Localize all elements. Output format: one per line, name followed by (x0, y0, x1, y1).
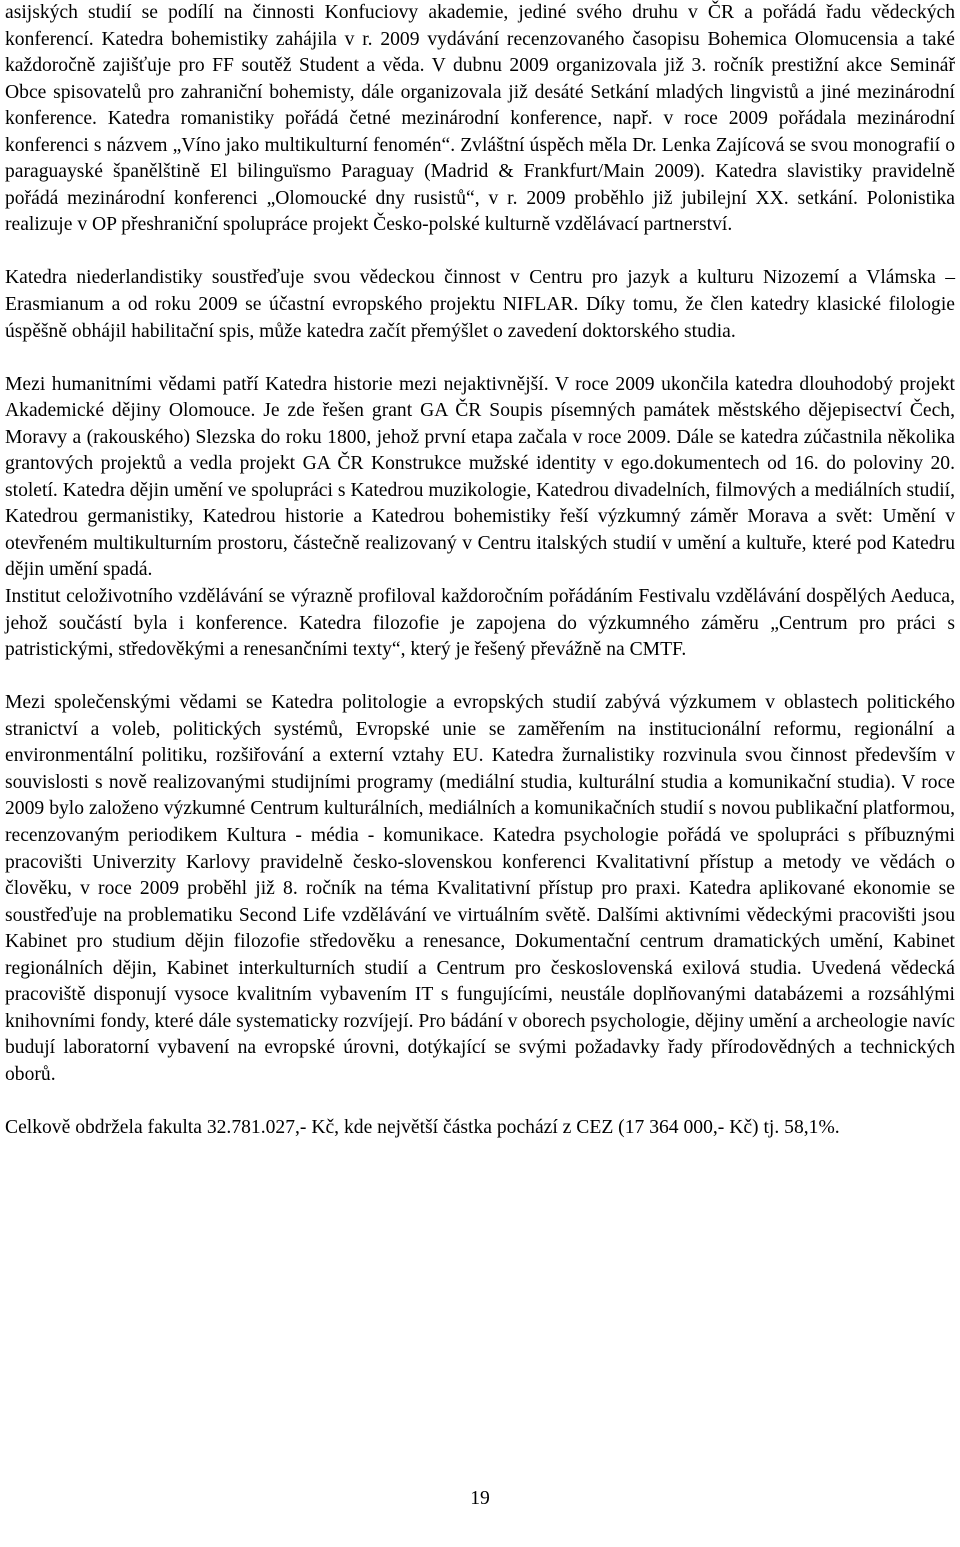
paragraph-spacer (5, 345, 955, 372)
paragraph-spacer (5, 239, 955, 266)
paragraph-history-art-history: Mezi humanitními vědami patří Katedra historie mezi nejaktivnější. V roce 2009 ukončila katedra dlouhodobý projekt Akademické dějiny Olomouce. Je zde řešen grant GA ČR Soupis písemných památek městského dějepisectví Čech, Moravy a (rakouského) Slezska do roku 1800, jehož první etapa začala v roce 2009. Dále se katedra zúčastnila několika grantových projektů a vedla projekt GA ČR Konstrukce mužské identity v ego.dokumentech od 16. do poloviny 20. století. Katedra dějin umění ve spolupráci s Katedrou muzikologie, Katedrou divadelních, filmových a mediálních studií, Katedrou germanistiky, Katedrou historie a Katedrou bohemistiky řeší výzkumný záměr Morava a svět: Umění v otevřeném multikulturním prostoru, částečně realizovaný v Centru italských studií v umění a kultuře, které pod Katedru dějin umění spadá. (5, 373, 955, 581)
paragraph-spacer (5, 664, 955, 691)
page-number: 19 (470, 1488, 490, 1509)
paragraph-social-sciences: Mezi společenskými vědami se Katedra politologie a evropských studií zabývá výzkumem v oblastech politického stranictví a voleb, politických systémů, Evropské unie se zaměřením na institucionální reformu, regionální a environmentální politiku, rozšiřování a externí vztahy EU. Katedra žurnalistiky rozvinula svou činnost především v souvislosti s nově realizovanými studijními programy (mediální studia, kulturální studia a komunikační studia). V roce 2009 bylo založeno výzkumné Centrum kulturálních, mediálních a komunikačních studií s novou publikační platformou, recenzovaným periodikem Kultura - média - komunikace. Katedra psychologie pořádá ve spolupráci s příbuznými pracovišti Univerzity Karlovy pravidelně česko-slovenskou konferenci Kvalitativní přístup a metody ve vědách o člověku, v roce 2009 proběhl již 8. ročník na téma Kvalitativní přístup pro praxi. Katedra aplikované ekonomie se soustřeďuje na problematiku Second Life vzdělávání ve virtuálním světě. Dalšími aktivními vědeckými pracovišti jsou Kabinet pro studium dějin filozofie středověku a renesance, Dokumentační centrum dramatických umění, Kabinet regionálních dějin, Kabinet interkulturních studií a Centrum pro československá exilová studia. Uvedená vědecká pracoviště disponují vysoce kvalitním vybavením IT s fungujícími, neustále doplňovanými databázemi a rozsáhlými knihovními fondy, které dále systematicky rozvíjejí. Pro bádání v oborech psychologie, dějiny umění a archeologie navíc budují laboratorní vybavení na evropské úrovni, dotýkající se svými požadavky řady přírodovědných a technických oborů. (5, 692, 955, 1085)
paragraph-niederlandistics-classical-philology: Katedra niederlandistiky soustřeďuje svou vědeckou činnost v Centru pro jazyk a kulturu Nizozemí a Vlámska – Erasmianum a od roku 2009 se účastní evropského projektu NIFLAR. Díky tomu, že člen katedry klasické filologie úspěšně obhájil habilitační spis, může katedra začít přemýšlet o zavedení doktorského studia. (5, 267, 955, 342)
paragraph-funding-total: Celkově obdržela fakulta 32.781.027,- Kč, kde největší částka pochází z CEZ (17 364 000,- Kč) tj. 58,1%. (5, 1116, 840, 1138)
document-body (5, 0, 955, 1142)
paragraph-lifelong-learning-philosophy: Institut celoživotního vzdělávání se výrazně profiloval každoročním pořádáním Festivalu vzdělávání dospělých Aeduca, jehož součástí byla i konference. Katedra filozofie je zapojena do výzkumného záměru „Centrum pro práci s patristickými, středověkými a renesančními texty“, který je řešený převážně na CMTF. (5, 586, 955, 661)
paragraph-asian-bohemistics-romance-slavic: asijských studií se podílí na činnosti Konfuciovy akademie, jediné svého druhu v ČR a pořádá řadu vědeckých konferencí. Katedra bohemistiky zahájila v r. 2009 vydávání recenzovaného časopisu Bohemica Olomucensia a také každoročně zajišťuje pro FF soutěž Student a věda. V dubnu 2009 organizovala již 3. ročník prestižní akce Seminář Obce spisovatelů pro zahraniční bohemisty, dále organizovala již desáté Setkání mladých lingvistů a jiné mezinárodní konference. Katedra romanistiky pořádá četné mezinárodní konference, např. v roce 2009 pořádala mezinárodní konferenci s názvem „Víno jako multikulturní fenomén“. Zvláštní úspěch měla Dr. Lenka Zajícová se svou monografií o paraguayské španělštině El bilinguïsmo Paraguay (Madrid & Frankfurt/Main 2009). Katedra slavistiky pravidelně pořádá mezinárodní konferenci „Olomoucké dny rusistů“, v r. 2009 proběhlo již jubilejní XX. setkání. Polonistika realizuje v OP přeshraniční spolupráce projekt Česko-polské kulturně vzdělávací partnerství. (5, 2, 955, 236)
paragraph-spacer (5, 1088, 955, 1115)
